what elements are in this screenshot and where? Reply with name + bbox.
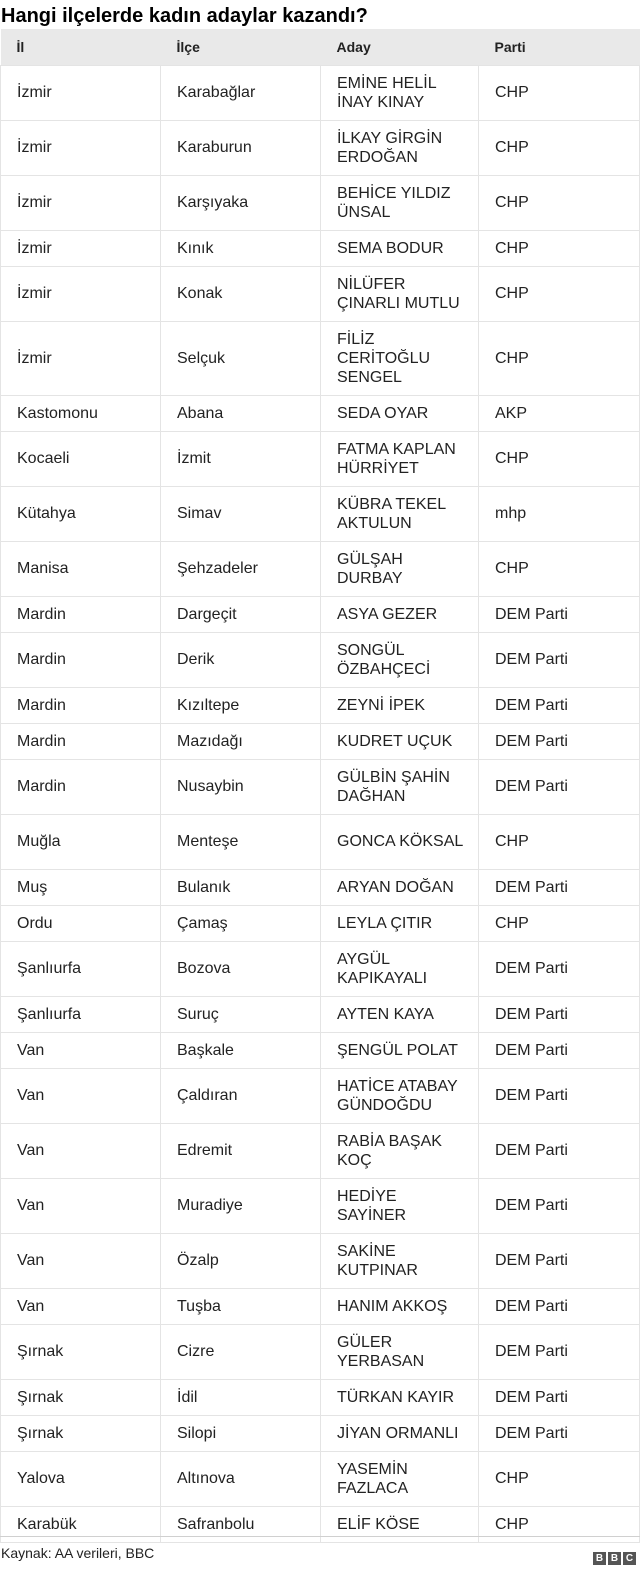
cell-parti: DEM Parti	[479, 1123, 640, 1178]
table-row	[1, 321, 640, 395]
table-row	[1, 266, 640, 321]
cell-ilce: Cizre	[161, 1324, 321, 1379]
table-row	[1, 230, 640, 266]
cell-parti: CHP	[479, 266, 640, 321]
cell-ilce: Abana	[161, 395, 321, 431]
cell-aday: ELİF KÖSE	[321, 1506, 479, 1542]
cell-ilce: Konak	[161, 266, 321, 321]
cell-il: Mardin	[1, 687, 161, 723]
cell-il: Kütahya	[1, 486, 161, 541]
cell-ilce: İdil	[161, 1379, 321, 1415]
cell-parti: mhp	[479, 486, 640, 541]
results-table	[0, 29, 640, 1543]
cell-parti: DEM Parti	[479, 687, 640, 723]
cell-ilce: Suruç	[161, 996, 321, 1032]
cell-parti: DEM Parti	[479, 869, 640, 905]
cell-ilce: Karabağlar	[161, 65, 321, 120]
cell-aday: İLKAY GİRGİN ERDOĞAN	[321, 120, 479, 175]
cell-aday: YASEMİN FAZLACA	[321, 1451, 479, 1506]
cell-aday: GÜLBİN ŞAHİN DAĞHAN	[321, 759, 479, 814]
table-row	[1, 814, 640, 869]
cell-ilce: Çamaş	[161, 905, 321, 941]
cell-il: Muğla	[1, 814, 161, 869]
table-row	[1, 1324, 640, 1379]
cell-parti: DEM Parti	[479, 996, 640, 1032]
table-row	[1, 996, 640, 1032]
cell-ilce: Altınova	[161, 1451, 321, 1506]
cell-parti: DEM Parti	[479, 632, 640, 687]
cell-parti: CHP	[479, 321, 640, 395]
cell-ilce: Başkale	[161, 1032, 321, 1068]
cell-il: Şanlıurfa	[1, 941, 161, 996]
cell-aday: FİLİZ CERİTOĞLU SENGEL	[321, 321, 479, 395]
cell-il: Van	[1, 1068, 161, 1123]
cell-aday: SEDA OYAR	[321, 395, 479, 431]
cell-il: İzmir	[1, 321, 161, 395]
cell-aday: HATİCE ATABAY GÜNDOĞDU	[321, 1068, 479, 1123]
cell-aday: AYTEN KAYA	[321, 996, 479, 1032]
table-row	[1, 486, 640, 541]
cell-aday: BEHİCE YILDIZ ÜNSAL	[321, 175, 479, 230]
cell-parti: DEM Parti	[479, 723, 640, 759]
cell-parti: CHP	[479, 230, 640, 266]
cell-parti: CHP	[479, 541, 640, 596]
cell-ilce: Kızıltepe	[161, 687, 321, 723]
table-row	[1, 941, 640, 996]
cell-ilce: Nusaybin	[161, 759, 321, 814]
cell-il: Van	[1, 1288, 161, 1324]
cell-il: Mardin	[1, 759, 161, 814]
cell-ilce: Karşıyaka	[161, 175, 321, 230]
table-row	[1, 1032, 640, 1068]
cell-parti: CHP	[479, 65, 640, 120]
cell-aday: SAKİNE KUTPINAR	[321, 1233, 479, 1288]
cell-aday: HANIM AKKOŞ	[321, 1288, 479, 1324]
cell-il: Mardin	[1, 632, 161, 687]
cell-aday: NİLÜFER ÇINARLI MUTLU	[321, 266, 479, 321]
cell-parti: AKP	[479, 395, 640, 431]
cell-il: Van	[1, 1032, 161, 1068]
table-row	[1, 723, 640, 759]
cell-aday: SEMA BODUR	[321, 230, 479, 266]
cell-parti: CHP	[479, 431, 640, 486]
cell-il: Muş	[1, 869, 161, 905]
table-row	[1, 1415, 640, 1451]
cell-il: Şırnak	[1, 1324, 161, 1379]
cell-parti: CHP	[479, 1506, 640, 1542]
column-header-aday: Aday	[336, 38, 371, 55]
cell-parti: DEM Parti	[479, 941, 640, 996]
cell-parti: DEM Parti	[479, 1288, 640, 1324]
cell-parti: CHP	[479, 120, 640, 175]
table-row	[1, 905, 640, 941]
cell-il: İzmir	[1, 266, 161, 321]
cell-ilce: Derik	[161, 632, 321, 687]
table-header	[1, 29, 640, 65]
cell-ilce: Muradiye	[161, 1178, 321, 1233]
cell-aday: SONGÜL ÖZBAHÇECİ	[321, 632, 479, 687]
cell-il: Mardin	[1, 596, 161, 632]
table-row	[1, 1233, 640, 1288]
cell-aday: HEDİYE SAYİNER	[321, 1178, 479, 1233]
cell-il: İzmir	[1, 175, 161, 230]
cell-parti: DEM Parti	[479, 1233, 640, 1288]
table-row	[1, 541, 640, 596]
cell-ilce: Çaldıran	[161, 1068, 321, 1123]
cell-ilce: Tuşba	[161, 1288, 321, 1324]
cell-ilce: Şehzadeler	[161, 541, 321, 596]
cell-aday: GÜLŞAH DURBAY	[321, 541, 479, 596]
table-row	[1, 869, 640, 905]
bbc-logo	[593, 1552, 636, 1565]
cell-il: Van	[1, 1233, 161, 1288]
cell-aday: TÜRKAN KAYIR	[321, 1379, 479, 1415]
cell-ilce: Bozova	[161, 941, 321, 996]
cell-ilce: Selçuk	[161, 321, 321, 395]
cell-aday: ASYA GEZER	[321, 596, 479, 632]
cell-parti: CHP	[479, 1451, 640, 1506]
cell-il: Şırnak	[1, 1415, 161, 1451]
cell-parti: DEM Parti	[479, 596, 640, 632]
table-row	[1, 395, 640, 431]
page-title: Hangi ilçelerde kadın adaylar kazandı?	[1, 5, 368, 27]
cell-ilce: Kınık	[161, 230, 321, 266]
column-header-il: İl	[16, 38, 25, 55]
table-row	[1, 596, 640, 632]
column-header-ilce: İlçe	[176, 38, 200, 55]
cell-ilce: Dargeçit	[161, 596, 321, 632]
cell-il: Şırnak	[1, 1379, 161, 1415]
table-row	[1, 1379, 640, 1415]
cell-aday: AYGÜL KAPIKAYALI	[321, 941, 479, 996]
cell-il: İzmir	[1, 230, 161, 266]
cell-il: Van	[1, 1178, 161, 1233]
column-header-parti: Parti	[494, 38, 526, 55]
cell-ilce: Safranbolu	[161, 1506, 321, 1542]
bbc-logo-block: B	[593, 1552, 606, 1565]
cell-il: Van	[1, 1123, 161, 1178]
cell-aday: ŞENGÜL POLAT	[321, 1032, 479, 1068]
cell-parti: DEM Parti	[479, 1178, 640, 1233]
cell-ilce: Menteşe	[161, 814, 321, 869]
table-row	[1, 1451, 640, 1506]
cell-aday: KÜBRA TEKEL AKTULUN	[321, 486, 479, 541]
cell-aday: JİYAN ORMANLI	[321, 1415, 479, 1451]
table-row	[1, 65, 640, 120]
cell-aday: ZEYNİ İPEK	[321, 687, 479, 723]
cell-ilce: Edremit	[161, 1123, 321, 1178]
header-row	[1, 29, 640, 65]
cell-parti: CHP	[479, 175, 640, 230]
cell-parti: DEM Parti	[479, 1415, 640, 1451]
cell-il: Kocaeli	[1, 431, 161, 486]
cell-il: Kastomonu	[1, 395, 161, 431]
cell-ilce: Mazıdağı	[161, 723, 321, 759]
table-row	[1, 175, 640, 230]
cell-parti: CHP	[479, 814, 640, 869]
table-row	[1, 1288, 640, 1324]
cell-parti: DEM Parti	[479, 1379, 640, 1415]
table-row	[1, 687, 640, 723]
cell-il: Karabük	[1, 1506, 161, 1542]
cell-aday: RABİA BAŞAK KOÇ	[321, 1123, 479, 1178]
source-note: Kaynak: AA verileri, BBC	[1, 1545, 155, 1561]
cell-ilce: Karaburun	[161, 120, 321, 175]
cell-ilce: Özalp	[161, 1233, 321, 1288]
cell-aday: ARYAN DOĞAN	[321, 869, 479, 905]
cell-parti: CHP	[479, 905, 640, 941]
table-row	[1, 431, 640, 486]
cell-parti: DEM Parti	[479, 1324, 640, 1379]
cell-ilce: Silopi	[161, 1415, 321, 1451]
table-row	[1, 1178, 640, 1233]
table-row	[1, 632, 640, 687]
cell-aday: GONCA KÖKSAL	[321, 814, 479, 869]
cell-il: Yalova	[1, 1451, 161, 1506]
bbc-logo-block: B	[608, 1552, 621, 1565]
cell-il: Şanlıurfa	[1, 996, 161, 1032]
cell-aday: KUDRET UÇUK	[321, 723, 479, 759]
cell-il: Mardin	[1, 723, 161, 759]
cell-ilce: Simav	[161, 486, 321, 541]
table-row	[1, 1123, 640, 1178]
cell-parti: DEM Parti	[479, 1068, 640, 1123]
table-row	[1, 1068, 640, 1123]
cell-il: Ordu	[1, 905, 161, 941]
cell-ilce: Bulanık	[161, 869, 321, 905]
cell-aday: LEYLA ÇITIR	[321, 905, 479, 941]
table-row	[1, 120, 640, 175]
footer	[0, 1536, 640, 1575]
cell-il: İzmir	[1, 120, 161, 175]
cell-ilce: İzmit	[161, 431, 321, 486]
cell-parti: DEM Parti	[479, 1032, 640, 1068]
cell-il: Manisa	[1, 541, 161, 596]
cell-il: İzmir	[1, 65, 161, 120]
bbc-logo-block: C	[623, 1552, 636, 1565]
cell-parti: DEM Parti	[479, 759, 640, 814]
table-row	[1, 759, 640, 814]
cell-aday: FATMA KAPLAN HÜRRİYET	[321, 431, 479, 486]
cell-aday: EMİNE HELİL İNAY KINAY	[321, 65, 479, 120]
table-body	[1, 65, 640, 1542]
cell-aday: GÜLER YERBASAN	[321, 1324, 479, 1379]
